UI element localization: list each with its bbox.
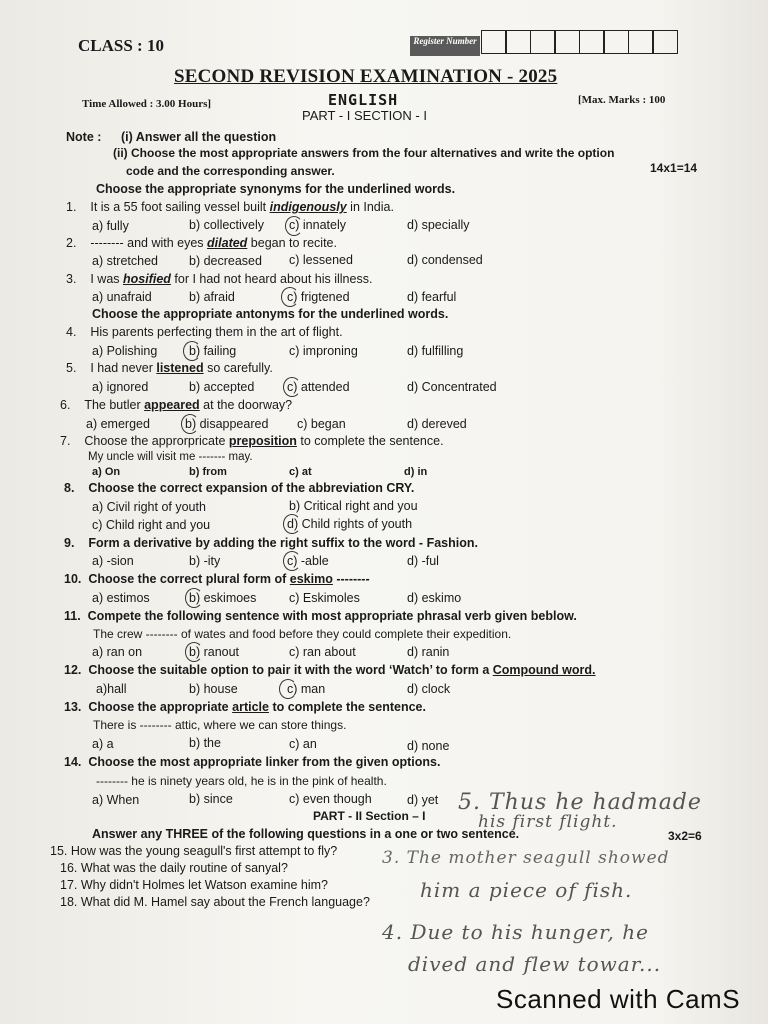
part-two-instruction: Answer any THREE of the following questions in a one or two sentence. — [92, 827, 520, 841]
handwritten-answer-line: 3. The mother seagull showed — [382, 848, 670, 868]
note-i: (i) Answer all the question — [121, 130, 277, 144]
q6-option-a: a) emerged — [86, 417, 150, 431]
exam-title: SECOND REVISION EXAMINATION - 2025 — [174, 66, 558, 87]
q14-option-c: c) even though — [289, 792, 372, 806]
answer-circle-mark — [185, 642, 203, 662]
answer-circle-mark — [285, 216, 303, 236]
handwritten-answer-line: 4. Due to his hunger, he — [382, 920, 649, 944]
q13-option-d: d) none — [407, 739, 450, 753]
q5-option-c: c) attended — [287, 380, 350, 394]
question-1: 1. It is a 55 foot sailing vessel built indigenously in India. — [66, 200, 394, 214]
question-15: 15. How was the young seagull's first attempt to fly? — [50, 844, 338, 858]
q11-option-c: c) ran about — [289, 645, 356, 659]
q10-option-c: c) Eskimoles — [289, 591, 360, 605]
q14-option-d: d) yet — [407, 793, 439, 807]
question-17: 17. Why didn't Holmes let Watson examine him? — [60, 878, 329, 892]
answer-circle-mark — [281, 287, 299, 307]
q3-option-b: b) afraid — [189, 290, 235, 304]
q3-option-a: a) unafraid — [92, 290, 152, 304]
q6-option-b: b) disappeared — [185, 417, 269, 431]
time-allowed: Time Allowed : 3.00 Hours] — [82, 98, 212, 110]
q4-option-b: b) failing — [189, 344, 237, 358]
q6-option-d: d) dereved — [407, 417, 467, 431]
q5-option-b: b) accepted — [189, 380, 255, 394]
q6-option-c: c) began — [297, 417, 346, 431]
part-one-heading: PART - I SECTION - I — [302, 108, 427, 123]
q5-option-d: d) Concentrated — [407, 380, 497, 394]
q12-option-b: b) house — [189, 682, 238, 696]
question-4: 4. His parents perfecting them in the art of flight. — [66, 325, 343, 339]
question-13-sentence: There is -------- attic, where we can store things. — [93, 718, 347, 732]
q13-option-b: b) the — [189, 736, 221, 750]
note-ii-a: (ii) Choose the most appropriate answers from the four alternatives and write the option — [113, 146, 615, 160]
handwritten-answer-line: him a piece of fish. — [420, 878, 633, 902]
q7-option-a: a) On — [92, 466, 121, 478]
q10-option-d: d) eskimo — [407, 591, 462, 605]
q9-option-b: b) -ity — [189, 554, 221, 568]
q1-option-a: a) fully — [92, 219, 129, 233]
q11-option-a: a) ran on — [92, 645, 143, 659]
question-3: 3. I was hosified for I had not heard about his illness. — [66, 272, 373, 286]
q10-option-a: a) estimos — [92, 591, 150, 605]
question-2: 2. -------- and with eyes dilated began to recite. — [66, 236, 337, 250]
question-6: 6. The butler appeared at the doorway? — [60, 398, 293, 412]
answer-circle-mark — [283, 514, 301, 534]
question-7-sentence: My uncle will visit me ------- may. — [88, 451, 253, 463]
q7-option-d: d) in — [404, 466, 428, 478]
question-11-sentence: The crew -------- of wates and food before they could complete their expedition. — [93, 627, 512, 641]
question-18: 18. What did M. Hamel say about the French language? — [60, 895, 370, 909]
question-11: 11. Compete the following sentence with most appropriate phrasal verb given beblow. — [64, 609, 577, 623]
note-ii-b: code and the corresponding answer. — [126, 164, 335, 178]
scanner-watermark: Scanned with CamS — [496, 984, 741, 1014]
q10-option-b: b) eskimoes — [189, 591, 257, 605]
q11-option-b: b) ranout — [189, 645, 240, 659]
question-12: 12. Choose the suitable option to pair it with the word ‘Watch’ to form a Compound word. — [64, 663, 596, 677]
q2-option-d: d) condensed — [407, 253, 483, 267]
q7-option-b: b) from — [189, 466, 227, 478]
answer-circle-mark — [279, 679, 297, 699]
section-marks: 14x1=14 — [650, 161, 698, 175]
q13-option-c: c) an — [289, 737, 317, 751]
answer-circle-mark — [181, 414, 199, 434]
handwritten-answer-line: his first flight. — [478, 812, 618, 832]
q4-option-a: a) Polishing — [92, 344, 158, 358]
question-10: 10. Choose the correct plural form of eskimo -------- — [64, 572, 370, 586]
q4-option-c: c) improning — [289, 344, 358, 358]
question-14: 14. Choose the most appropriate linker from the given options. — [64, 755, 441, 769]
q9-option-a: a) -sion — [92, 554, 134, 568]
q11-option-d: d) ranin — [407, 645, 450, 659]
question-9: 9. Form a derivative by adding the right suffix to the word - Fashion. — [64, 536, 478, 550]
q13-option-a: a) a — [92, 737, 114, 751]
synonym-heading: Choose the appropriate synonyms for the underlined words. — [96, 182, 456, 196]
q12-option-c: c) man — [287, 682, 326, 696]
question-14-sentence: -------- he is ninety years old, he is in the pink of health. — [96, 774, 387, 788]
q8-option-a: a) Civil right of youth — [92, 500, 206, 514]
q1-option-d: d) specially — [407, 218, 470, 232]
q5-option-a: a) ignored — [92, 380, 149, 394]
q3-option-c: c) frigtened — [287, 290, 350, 304]
answer-circle-mark — [283, 551, 301, 571]
part-two-heading: PART - II Section – I — [313, 809, 426, 823]
question-16: 16. What was the daily routine of sanyal? — [60, 861, 288, 875]
q1-option-c: c) innately — [289, 218, 346, 232]
q8-option-d: d) Child rights of youth — [287, 517, 413, 531]
question-8: 8. Choose the correct expansion of the abbreviation CRY. — [64, 481, 415, 495]
q8-option-c: c) Child right and you — [92, 518, 211, 532]
q12-option-a: a)hall — [96, 682, 127, 696]
answer-circle-mark — [183, 341, 201, 361]
q3-option-d: d) fearful — [407, 290, 457, 304]
q4-option-d: d) fulfilling — [407, 344, 464, 358]
part-two-marks: 3x2=6 — [668, 829, 702, 843]
max-marks: [Max. Marks : 100 — [578, 94, 666, 106]
q2-option-c: c) lessened — [289, 253, 353, 267]
question-5: 5. I had never listened so carefully. — [66, 361, 273, 375]
class-label: CLASS : 10 — [78, 36, 164, 55]
answer-circle-mark — [185, 588, 203, 608]
q8-option-b: b) Critical right and you — [289, 499, 418, 513]
subject-title: ENGLISH — [328, 91, 399, 109]
note-label: Note : — [66, 130, 102, 144]
antonym-heading: Choose the appropriate antonyms for the underlined words. — [92, 307, 449, 321]
handwritten-answer-line: dived and flew towar... — [408, 952, 662, 976]
register-number-boxes — [482, 30, 678, 54]
q1-option-b: b) collectively — [189, 218, 265, 232]
q2-option-a: a) stretched — [92, 254, 159, 268]
q14-option-a: a) When — [92, 793, 140, 807]
q7-option-c: c) at — [289, 466, 312, 478]
register-number-label: Register Number — [410, 36, 480, 56]
q12-option-d: d) clock — [407, 682, 451, 696]
handwritten-answer-line: 5. Thus he hadmade — [458, 790, 702, 815]
q2-option-b: b) decreased — [189, 254, 262, 268]
answer-circle-mark — [283, 377, 301, 397]
question-7: 7. Choose the approrpricate preposition to complete the sentence. — [60, 434, 444, 448]
q14-option-b: b) since — [189, 792, 233, 806]
q9-option-c: c) -able — [287, 554, 329, 568]
question-13: 13. Choose the appropriate article to complete the sentence. — [64, 700, 426, 714]
q9-option-d: d) -ful — [407, 554, 439, 568]
